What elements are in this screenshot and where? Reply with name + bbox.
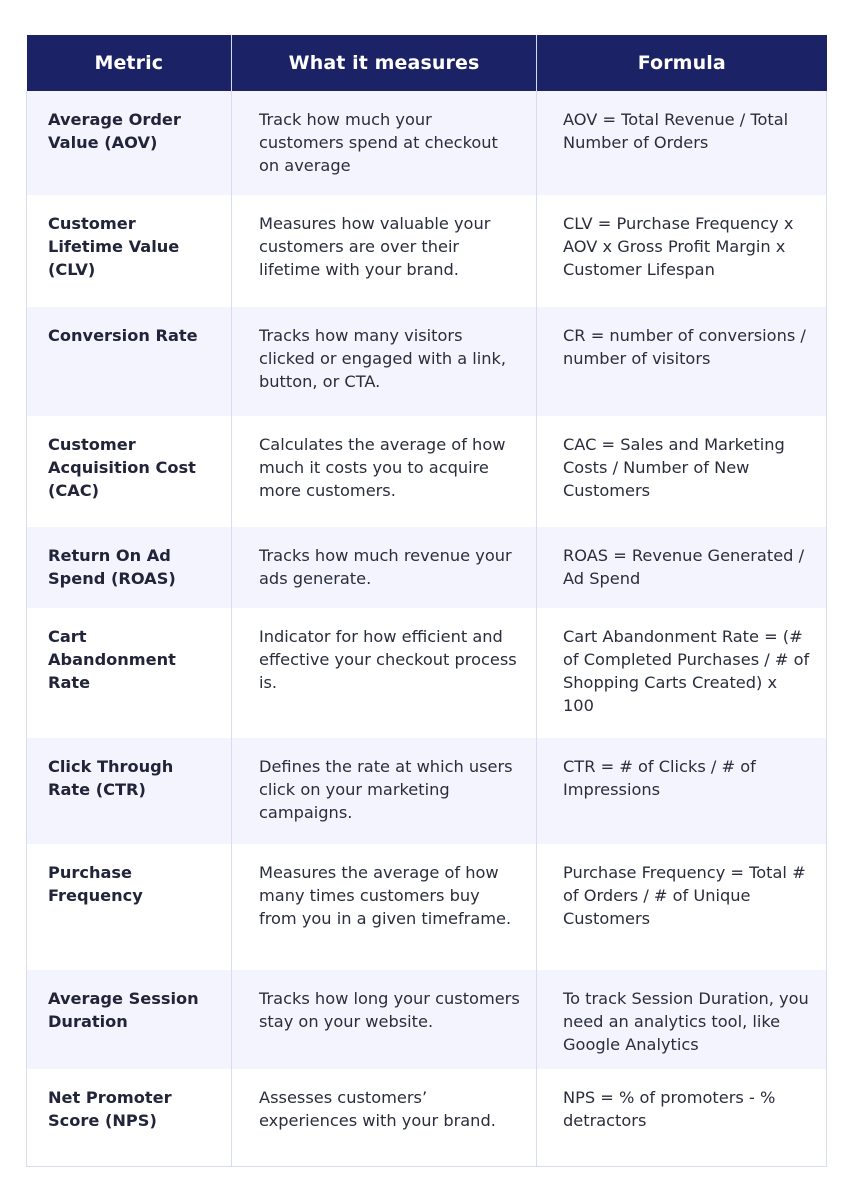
measure-cell: Measures how valuable your customers are over their lifetime with your brand. [232,195,537,307]
table-row [27,608,827,738]
table-row [27,738,827,844]
measure-cell: Assesses customers’ experiences with your brand. [232,1069,537,1166]
metric-cell: Cart Abandonment Rate [27,608,232,738]
header-what-it-measures: What it measures [232,35,537,91]
formula-cell: Cart Abandonment Rate = (# of Completed Purchases / # of Shopping Carts Created) x 100 [537,608,827,738]
table-row [27,970,827,1069]
formula-cell: CAC = Sales and Marketing Costs / Number of New Customers [537,416,827,527]
table-row [27,1069,827,1166]
table-row [27,416,827,527]
table-body [27,91,827,1166]
measure-cell: Defines the rate at which users click on your marketing campaigns. [232,738,537,844]
metric-cell: Purchase Frequency [27,844,232,970]
metric-cell: Average Session Duration [27,970,232,1069]
metric-cell: Customer Lifetime Value (CLV) [27,195,232,307]
metrics-table [26,35,827,1167]
table-row [27,91,827,195]
formula-cell: Purchase Frequency = Total # of Orders / # of Unique Customers [537,844,827,970]
measure-cell: Track how much your customers spend at checkout on average [232,91,537,195]
header-row [27,35,827,91]
measure-cell: Tracks how much revenue your ads generate. [232,527,537,608]
formula-cell: To track Session Duration, you need an analytics tool, like Google Analytics [537,970,827,1069]
header-metric: Metric [27,35,232,91]
formula-cell: NPS = % of promoters - % detractors [537,1069,827,1166]
formula-cell: CLV = Purchase Frequency x AOV x Gross Profit Margin x Customer Lifespan [537,195,827,307]
metric-cell: Click Through Rate (CTR) [27,738,232,844]
measure-cell: Calculates the average of how much it costs you to acquire more customers. [232,416,537,527]
table-row [27,844,827,970]
table-row [27,527,827,608]
measure-cell: Indicator for how efficient and effective your checkout process is. [232,608,537,738]
table-row [27,195,827,307]
formula-cell: ROAS = Revenue Generated / Ad Spend [537,527,827,608]
metric-cell: Return On Ad Spend (ROAS) [27,527,232,608]
measure-cell: Tracks how many visitors clicked or engaged with a link, button, or CTA. [232,307,537,416]
metric-cell: Net Promoter Score (NPS) [27,1069,232,1166]
table-row [27,307,827,416]
formula-cell: AOV = Total Revenue / Total Number of Orders [537,91,827,195]
metric-cell: Average Order Value (AOV) [27,91,232,195]
metric-cell: Conversion Rate [27,307,232,416]
metric-cell: Customer Acquisition Cost (CAC) [27,416,232,527]
measure-cell: Measures the average of how many times customers buy from you in a given timeframe. [232,844,537,970]
measure-cell: Tracks how long your customers stay on your website. [232,970,537,1069]
formula-cell: CR = number of conversions / number of visitors [537,307,827,416]
table-header [27,35,827,91]
formula-cell: CTR = # of Clicks / # of Impressions [537,738,827,844]
header-formula: Formula [537,35,827,91]
